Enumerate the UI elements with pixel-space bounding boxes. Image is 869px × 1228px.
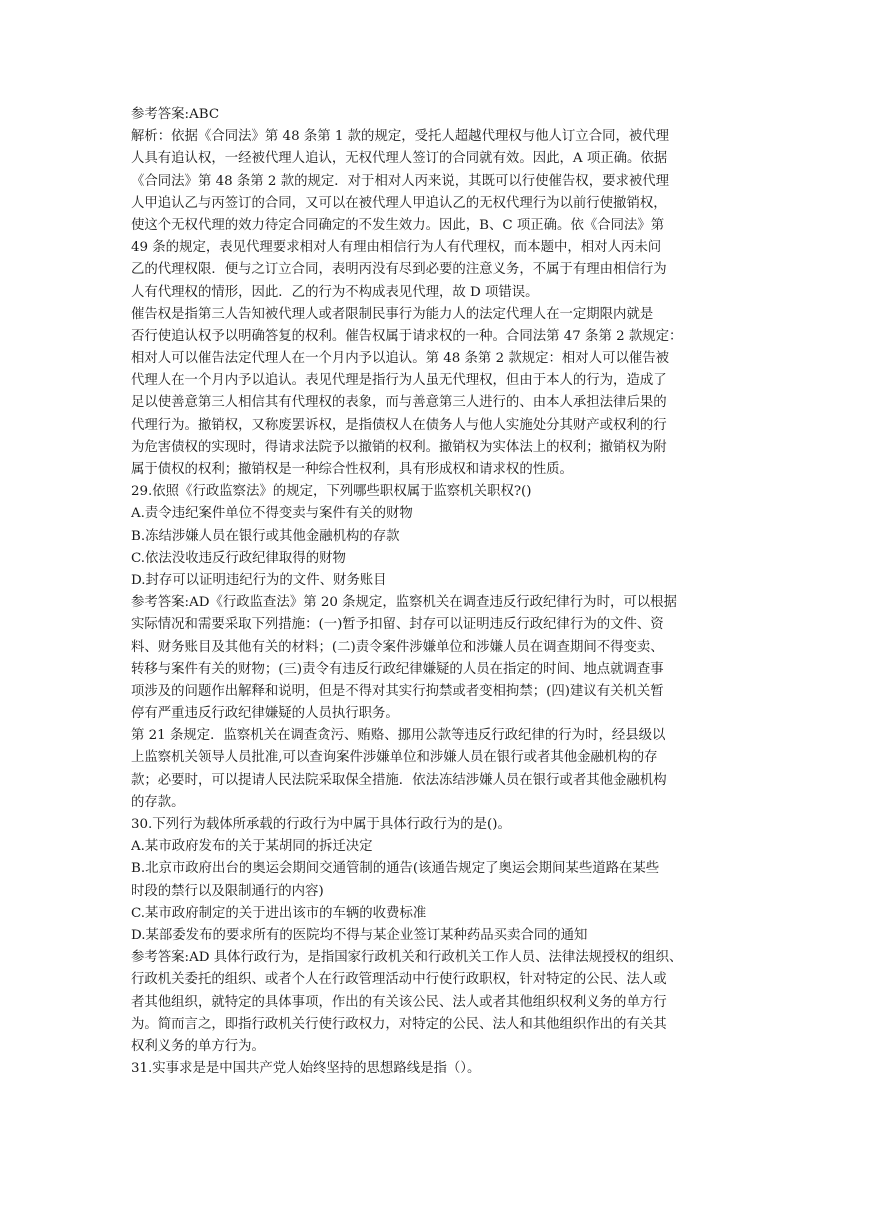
- question-31: 31.实事求是是中国共产党人始终坚持的思想路线是指（）。: [131, 1061, 481, 1077]
- text-line: 代理行为。撤销权，又称废罢诉权，是指债权人在债务人与他人实施处分其财产或权利的行: [131, 417, 667, 433]
- answer-29: 参考答案:AD《行政监查法》第 20 条规定，监察机关在调查违反行政纪律行为时，可以根据: [131, 595, 677, 611]
- option-c: C.依法没收违反行政纪律取得的财物: [131, 550, 346, 566]
- text-line: 转移与案件有关的财物；(三)责令有违反行政纪律嫌疑的人员在指定的时间、地点就调查事: [131, 661, 664, 677]
- text-line: 49 条的规定，表见代理要求相对人有理由相信行为人有代理权，而本题中，相对人丙未问: [131, 240, 662, 256]
- option-b: B.北京市政府出台的奥运会期间交通管制的通告(该通告规定了奥运会期间某些道路在某些: [131, 861, 660, 877]
- text-line: 项涉及的问题作出解释和说明，但是不得对其实行拘禁或者变相拘禁；(四)建议有关机关暂: [131, 683, 664, 699]
- text-line: 为危害债权的实现时，得请求法院予以撤销的权利。撤销权为实体法上的权利；撤销权为附: [131, 439, 667, 455]
- text-line: 为。简而言之，即指行政机关行使行政权力，对特定的公民、法人和其他组织作出的有关其: [131, 1016, 667, 1032]
- text-line: 使这个无权代理的效力待定合同确定的不发生效力。因此，B、C 项正确。依《合同法》第: [131, 217, 665, 233]
- option-a: A.某市政府发布的关于某胡同的拆迁决定: [131, 839, 373, 855]
- text-line: 人甲追认乙与丙签订的合同，又可以在被代理人甲追认乙的无权代理行为以前行使撤销权，: [131, 195, 667, 211]
- text-line: 停有严重违反行政纪律嫌疑的人员执行职务。: [131, 706, 399, 722]
- answer-30: 参考答案:AD 具体行政行为，是指国家行政机关和行政机关工作人员、法律法规授权的组织、: [131, 950, 683, 966]
- text-line: 上监察机关领导人员批准,可以查询案件涉嫌单位和涉嫌人员在银行或者其他金融机构的存: [131, 750, 658, 766]
- text-line: 人具有追认权，一经被代理人追认，无权代理人签订的合同就有效。因此，A 项正确。依据: [131, 151, 668, 167]
- text-line: 人有代理权的情形，因此．乙的行为不构成表见代理，故 D 项错误。: [131, 284, 539, 300]
- text-line: 权利义务的单方行为。: [131, 1038, 265, 1054]
- text-line: 料、财务账目及其他有关的材料；(二)责令案件涉嫌单位和涉嫌人员在调查期间不得变卖、: [131, 639, 664, 655]
- document-body: [131, 104, 741, 1080]
- text-line: 否行使追认权予以明确答复的权利。催告权属于请求权的一种。合同法第 47 条第 2 款规定：: [131, 328, 683, 344]
- text-line: 时段的禁行以及限制通行的内容): [131, 883, 324, 899]
- question-30: 30.下列行为载体所承载的行政行为中属于具体行政行为的是()。: [131, 817, 511, 832]
- option-d: D.封存可以证明违纪行为的文件、财务账目: [131, 572, 387, 588]
- text-line: 第 21 条规定．监察机关在调查贪污、贿赂、挪用公款等违反行政纪律的行为时，经县级以: [131, 728, 666, 744]
- text-line: 足以使善意第三人相信其有代理权的表象，而与善意第三人进行的、由本人承担法律后果的: [131, 395, 667, 411]
- text-line: 者其他组织，就特定的具体事项，作出的有关该公民、法人或者其他组织权利义务的单方行: [131, 994, 667, 1010]
- text-line: 行政机关委托的组织、或者个人在行政管理活动中行使行政职权，针对特定的公民、法人或: [131, 972, 667, 988]
- text-line: 催告权是指第三人告知被代理人或者限制民事行为能力人的法定代理人在一定期限内就是: [131, 306, 654, 322]
- text-line: 乙的代理权限．便与之订立合同，表明丙没有尽到必要的注意义务，不属于有理由相信行为: [131, 262, 667, 278]
- option-b: B.冻结涉嫌人员在银行或其他金融机构的存款: [131, 528, 400, 544]
- question-29: 29.依照《行政监察法》的规定，下列哪些职权属于监察机关职权?(): [131, 484, 532, 500]
- text-line: 参考答案:ABC: [131, 107, 220, 122]
- option-d: D.某部委发布的要求所有的医院均不得与某企业签订某种药品买卖合同的通知: [131, 927, 588, 943]
- option-a: A.责令违纪案件单位不得变卖与案件有关的财物: [131, 506, 413, 522]
- text-line: 实际情况和需要采取下列措施：(一)暂予扣留、封存可以证明违反行政纪律行为的文件、资: [131, 617, 664, 633]
- text-line: 属于债权的权利；撤销权是一种综合性权利，具有形成权和请求权的性质。: [131, 462, 573, 477]
- text-line: 解析：依据《合同法》第 48 条第 1 款的规定，受托人超越代理权与他人订立合同，被代理: [131, 129, 670, 145]
- text-line: 款；必要时，可以提请人民法院采取保全措施．依法冻结涉嫌人员在银行或者其他金融机构: [131, 772, 667, 788]
- text-line: 《合同法》第 48 条第 2 款的规定．对于相对人丙来说，其既可以行使催告权，要求被代理: [131, 173, 670, 189]
- text-line: 代理人在一个月内予以追认。表见代理是指行为人虽无代理权，但由于本人的行为，造成了: [131, 373, 667, 389]
- option-c: C.某市政府制定的关于进出该市的车辆的收费标准: [131, 905, 427, 921]
- text-line: 的存款。: [131, 794, 185, 810]
- text-line: 相对人可以催告法定代理人在一个月内予以追认。第 48 条第 2 款规定：相对人可以催告被: [131, 351, 670, 367]
